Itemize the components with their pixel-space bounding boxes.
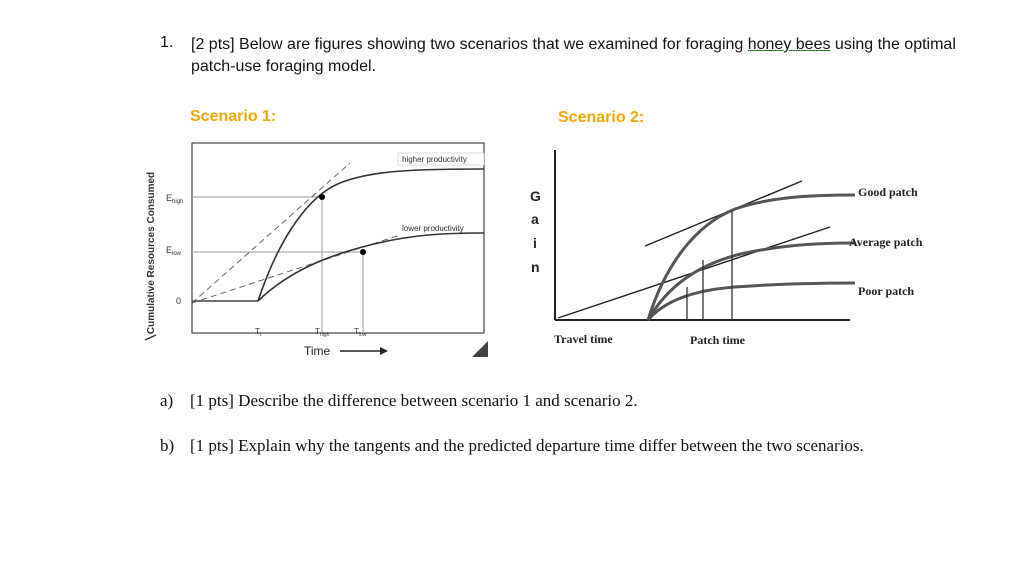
scenario-1-label: Scenario 1: [190, 108, 277, 125]
resize-handle-icon[interactable] [472, 341, 488, 357]
t-high-label: $T_{high}$ [315, 327, 330, 338]
e-low-label: $E_{low}$ [166, 245, 182, 257]
travel-time-label: Travel time [554, 332, 613, 346]
curve-lower-productivity [258, 233, 484, 301]
good-patch-label: Good patch [858, 185, 918, 199]
ylabel-corner-line [145, 335, 156, 340]
optimal-point-low [360, 249, 366, 255]
sub-question-b-text: [1 pts] Explain why the tangents and the predicted departure time differ between the two scenarios. [190, 436, 864, 455]
gain-letter-i: i [533, 235, 537, 251]
patch-time-label: Patch time [690, 333, 745, 347]
scenario-1-ylabel: Cumulative Resources Consumed [146, 171, 157, 335]
higher-productivity-label: higher productivity [402, 155, 467, 164]
zero-label: 0 [176, 296, 182, 306]
scenario-1-figure [140, 135, 500, 365]
gain-letter-n: n [531, 259, 540, 275]
gain-letter-a: a [531, 211, 539, 227]
time-arrow-head-icon [380, 347, 388, 355]
question-text-after: using the optimal patch-use foraging model. [191, 36, 956, 75]
curve-poor-patch [648, 283, 855, 320]
scenario-1-plot-frame [192, 143, 484, 333]
time-xlabel: Time [304, 344, 331, 358]
scenario-2-label: Scenario 2: [558, 109, 645, 126]
curve-higher-productivity [258, 169, 484, 301]
question-text-before: [2 pts] Below are figures showing two scenarios that we examined for foraging [191, 36, 748, 53]
sub-question-a-label: a) [160, 391, 174, 410]
optimal-point-high [319, 194, 325, 200]
e-high-label: $E_{high}$ [166, 193, 184, 205]
poor-patch-label: Poor patch [858, 284, 915, 298]
average-patch-label: Average patch [849, 235, 923, 249]
lower-productivity-label: lower productivity [402, 224, 464, 233]
question-number: 1. [160, 34, 174, 51]
tangent-high [192, 163, 350, 303]
sub-question-b [160, 435, 920, 457]
sub-question-a-text: [1 pts] Describe the difference between scenario 1 and scenario 2. [190, 391, 638, 410]
sub-question-b-label: b) [160, 436, 175, 455]
gain-letter-g: G [530, 188, 541, 204]
scenario-2-figure [520, 135, 940, 365]
t-low-label: $T_{low}$ [354, 327, 367, 338]
honey-bees-link[interactable]: honey bees [747, 36, 831, 53]
curve-good-patch [648, 195, 855, 320]
t-t-label: $T_t$ [255, 327, 262, 338]
question-text [191, 34, 991, 78]
sub-question-a [160, 390, 638, 412]
